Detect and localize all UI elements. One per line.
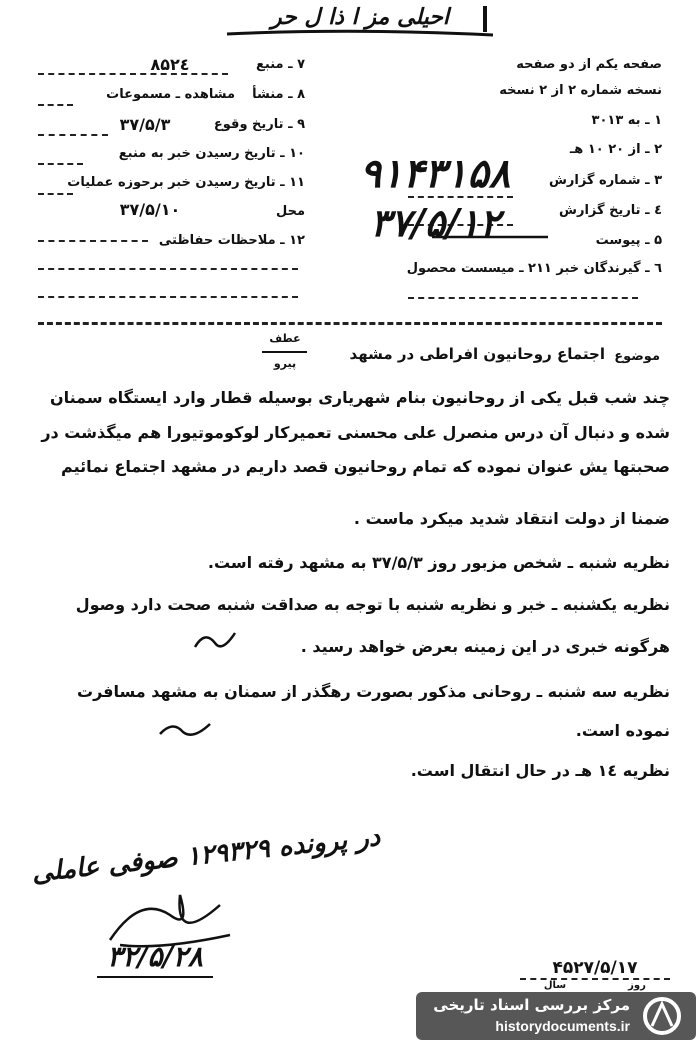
field-9-label: ۹ ـ تاریخ وقوع <box>213 117 305 132</box>
body-line-4: ضمنا از دولت انتقاد شدید میکرد ماست . <box>353 509 670 528</box>
handwritten-date: ۳۲/۵/۲۸ <box>107 940 203 973</box>
field-7-value: ۸۵۲٤ <box>150 55 190 74</box>
field-3-label: ۳ ـ شماره گزارش <box>548 173 662 188</box>
field-6-label: ٦ ـ گیرندگان خبر ۲۱۱ ـ میسست محصول <box>406 261 662 276</box>
left-dash-1 <box>38 73 228 75</box>
field-1: ۱ ـ به ۳۰۱۳ <box>591 113 662 128</box>
subject-side-divider <box>262 351 307 353</box>
title-underline <box>225 30 495 38</box>
body-line-1: چند شب قبل یکی از روحانیون بنام شهریاری بوسیله قطار وارد ایستگاه سمنان <box>49 388 670 407</box>
field-9-value: ۳۷/۵/۳ <box>119 115 171 134</box>
pages-line: صفحه یکم از دو صفحه <box>516 57 662 72</box>
body-line-5: نظریه شنبه ـ شخص مزبور روز ۳۷/۵/۳ به مشهد رفته است. <box>207 553 670 572</box>
body-line-8: نظریه سه شنبه ـ روحانی مذکور بصورت رهگذر از سمنان به مشهد مسافرت <box>76 682 670 701</box>
watermark-title: مرکز بررسی اسناد تاریخی <box>433 996 630 1014</box>
bottom-date-sub-2: سال <box>543 980 567 991</box>
body-line-7: هرگونه خبری در این زمینه بعرض خواهد رسید . <box>300 637 670 656</box>
field-5-label: ۵ ـ پیوست <box>595 233 662 248</box>
field-10-label: ۱۰ ـ تاریخ رسیدن خبر به منبع <box>118 146 305 161</box>
right-dash-3 <box>408 297 638 299</box>
section-divider <box>38 322 662 325</box>
initial-mark-1 <box>190 625 240 655</box>
handwritten-date-underline <box>95 974 215 980</box>
field-11-label: ۱۱ ـ تاریخ رسیدن خبر برحوزه عملیات <box>67 175 305 190</box>
left-dash-7 <box>38 268 298 270</box>
bottom-date-sub-1: روز <box>628 980 646 991</box>
field-2: ۲ ـ از ۲۰ ۱۰ هـ <box>569 142 662 157</box>
left-dash-3 <box>38 134 108 136</box>
report-date-stroke <box>430 232 550 242</box>
field-12-label: ۱۲ ـ ملاحظات حفاظتی <box>158 233 305 248</box>
field-11-sub: محل <box>275 204 305 219</box>
left-dash-4 <box>38 163 83 165</box>
copies-line: نسخه شماره ۲ از ۲ نسخه <box>499 83 662 98</box>
report-number: ۹۱۴۳۱۵۸ <box>359 150 511 197</box>
left-dash-5 <box>38 193 73 195</box>
handwritten-file-note: در پرونده ۱۲۹۳۲۹ صوفی عاملی <box>30 822 382 889</box>
field-7-label: ۷ ـ منبع <box>256 57 305 72</box>
subject-text: اجتماع روحانیون افراطی در مشهد <box>349 345 605 363</box>
watermark-logo-icon <box>640 996 684 1036</box>
field-4-label: ٤ ـ تاریخ گزارش <box>559 203 662 218</box>
bottom-date: ۴۵۲۷/۵/۱۷ <box>552 958 638 978</box>
body-line-3: صحبتها یش عنوان نموده که تمام روحانیون قصد داریم در مشهد اجتماع نمائیم <box>61 457 670 476</box>
body-line-2: شده و دنبال آن درس منصرل علی محسنی تعمیرکار لوکوموتیورا هم میگذشت در <box>41 423 670 442</box>
subject-side-bottom: پیرو <box>273 357 297 370</box>
body-line-9: نموده است. <box>575 721 670 740</box>
body-line-10: نظریه ۱٤ هـ در حال انتقال است. <box>410 761 670 780</box>
subject-label: موضوع <box>614 349 660 364</box>
title-bracket <box>483 6 487 32</box>
left-dash-8 <box>38 296 298 298</box>
field-8-label: ۸ ـ منشأ <box>252 87 305 102</box>
subject-side-top: عطف <box>269 332 301 345</box>
left-dash-2 <box>38 104 73 106</box>
field-8-value: مشاهده ـ مسموعات <box>106 87 235 102</box>
body-line-6: نظریه یکشنبه ـ خبر و نظریه شنبه با توجه به صداقت شنبه صحت دارد وصول <box>75 595 670 614</box>
field-11-value: ۳۷/۵/۱۰ <box>119 200 181 219</box>
handwritten-title: احیلی مز ا ذا ل حر <box>271 4 449 30</box>
report-date: ۳۷/۵/۱۲ <box>370 200 500 245</box>
watermark-url: historydocuments.ir <box>495 1018 630 1034</box>
initial-mark-2 <box>155 718 215 742</box>
left-dash-6 <box>38 240 148 242</box>
